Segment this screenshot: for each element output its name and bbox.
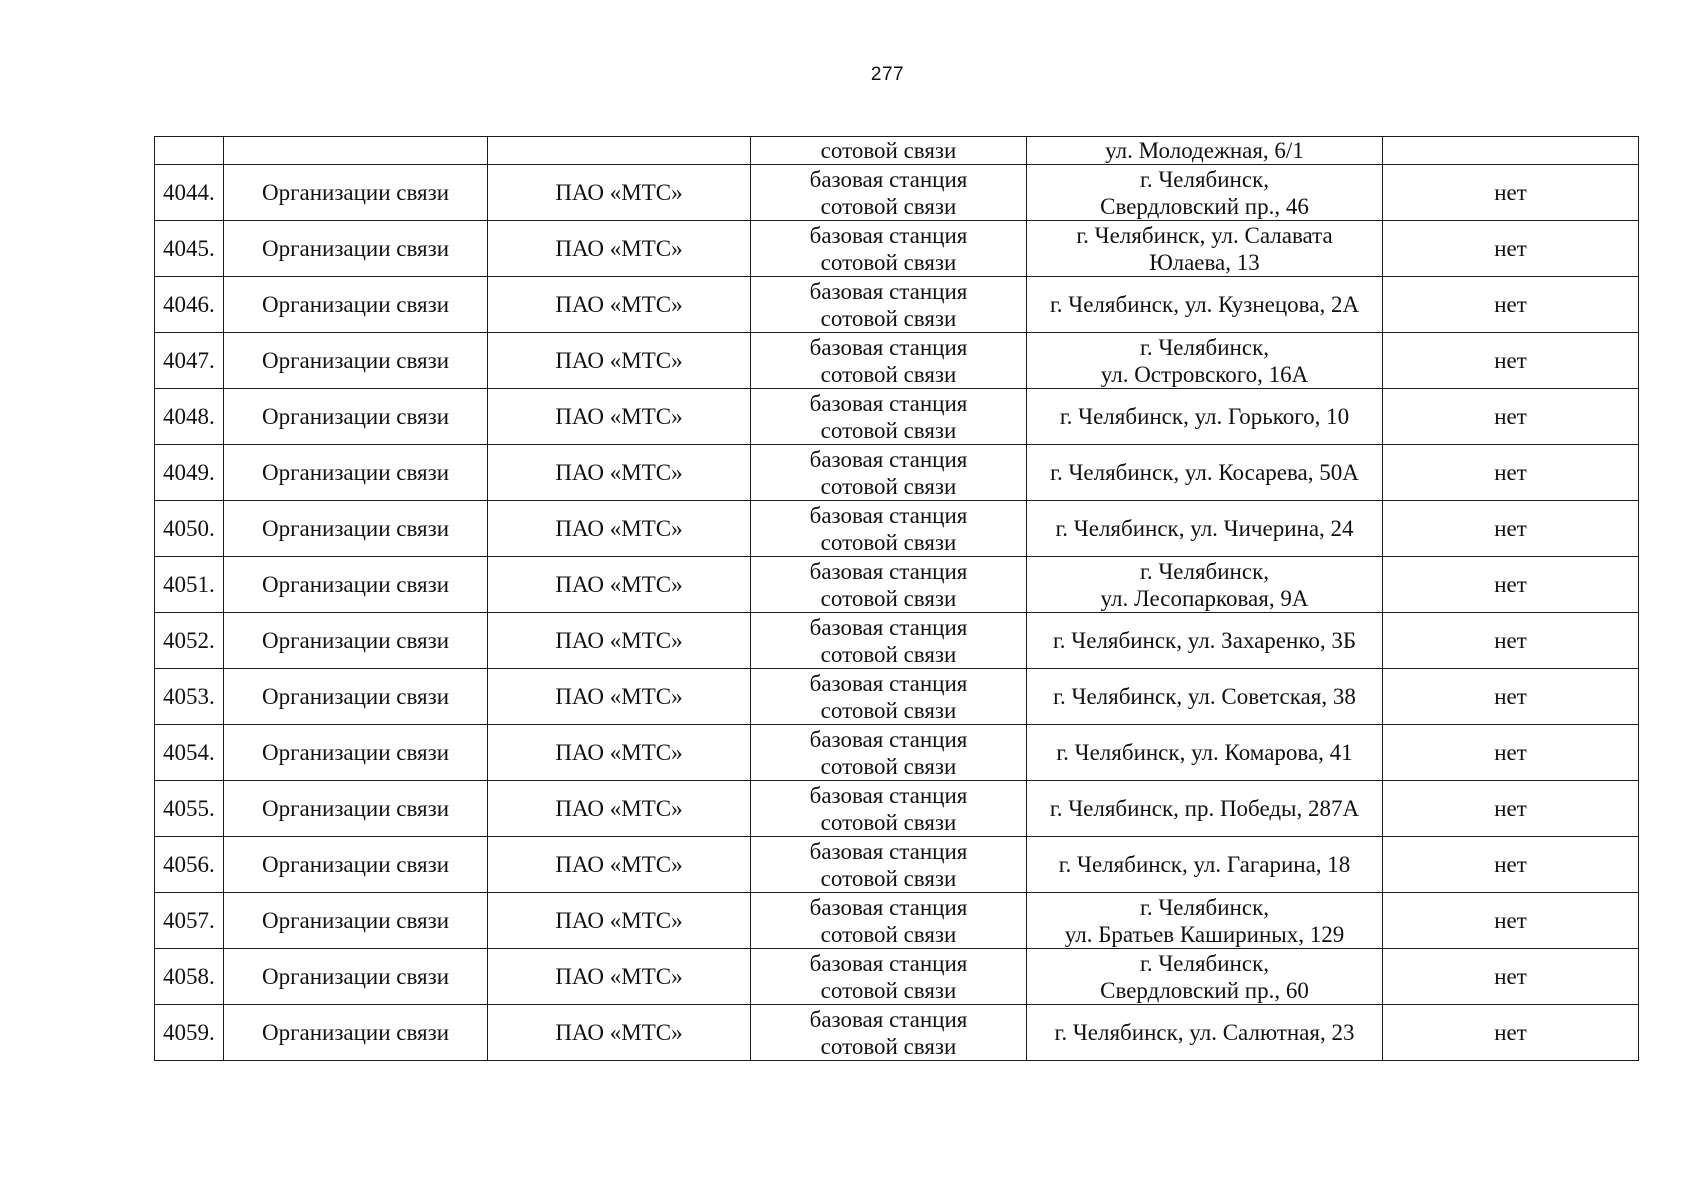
object-type-cell-line-2: сотовой связи: [820, 585, 957, 611]
row-number-cell: 4056.: [155, 837, 224, 893]
table-row: [155, 669, 1639, 725]
address-cell-line-1: г. Челябинск,: [1139, 334, 1269, 360]
object-type-cell: [751, 165, 1027, 221]
continuation-row: [155, 137, 1639, 165]
row-number-cell: 4046.: [155, 277, 224, 333]
object-type-cell-line-1: базовая станция: [809, 558, 968, 584]
object-type-cell-line-2: сотовой связи: [820, 977, 957, 1003]
category-cell: Организации связи: [224, 389, 488, 445]
organization-cell: ПАО «МТС»: [488, 501, 751, 557]
row-number-cell: 4058.: [155, 949, 224, 1005]
object-type-cell-line-2: сотовой связи: [820, 697, 957, 723]
row-number-cell: 4044.: [155, 165, 224, 221]
category-cell: Организации связи: [224, 949, 488, 1005]
status-cell: нет: [1383, 725, 1639, 781]
organization-cell: ПАО «МТС»: [488, 333, 751, 389]
table-row: [155, 557, 1639, 613]
category-cell: Организации связи: [224, 501, 488, 557]
category-cell: Организации связи: [224, 893, 488, 949]
address-cell-line-2: Свердловский пр., 60: [1100, 977, 1309, 1003]
object-type-cell: [751, 949, 1027, 1005]
row-number-cell: 4057.: [155, 893, 224, 949]
address-cell: [1027, 165, 1383, 221]
status-cell: нет: [1383, 669, 1639, 725]
object-type-cell-line-1: базовая станция: [809, 390, 968, 416]
object-type-cell: [751, 389, 1027, 445]
address-cell-line-1: г. Челябинск, ул. Кузнецова, 2А: [1049, 292, 1360, 317]
status-cell: нет: [1383, 389, 1639, 445]
address-cell: [1027, 725, 1383, 781]
object-type-cell-line-1: базовая станция: [809, 446, 968, 472]
row-number-cell: 4050.: [155, 501, 224, 557]
address-cell: [1027, 949, 1383, 1005]
status-cell: нет: [1383, 445, 1639, 501]
status-cell: нет: [1383, 277, 1639, 333]
organization-cell: ПАО «МТС»: [488, 277, 751, 333]
object-type-cell-line-1: базовая станция: [809, 278, 968, 304]
address-cell-line-2: Юлаева, 13: [1149, 249, 1260, 275]
object-type-cell: [751, 725, 1027, 781]
category-cell: Организации связи: [224, 781, 488, 837]
status-cell: нет: [1383, 949, 1639, 1005]
address-cell-line-1: г. Челябинск, ул. Косарева, 50А: [1050, 460, 1359, 485]
address-cell: [1027, 221, 1383, 277]
status-cell: нет: [1383, 1005, 1639, 1061]
category-cell: Организации связи: [224, 837, 488, 893]
address-cell: [1027, 445, 1383, 501]
organization-cell: ПАО «МТС»: [488, 613, 751, 669]
organization-cell: ПАО «МТС»: [488, 221, 751, 277]
row-number-cell: 4048.: [155, 389, 224, 445]
table-row: [155, 389, 1639, 445]
row-number-cell: 4052.: [155, 613, 224, 669]
status-cell: нет: [1383, 165, 1639, 221]
object-type-cell: [751, 277, 1027, 333]
object-type-cell: [751, 893, 1027, 949]
address-cell: [1027, 277, 1383, 333]
address-cell-line-1: г. Челябинск, ул. Чичерина, 24: [1055, 516, 1354, 541]
organization-cell: ПАО «МТС»: [488, 1005, 751, 1061]
row-number-cell: 4049.: [155, 445, 224, 501]
address-cell: [1027, 389, 1383, 445]
object-type-cell-line-2: сотовой связи: [820, 249, 957, 275]
organization-cell: ПАО «МТС»: [488, 389, 751, 445]
address-cell: [1027, 333, 1383, 389]
organization-cell: ПАО «МТС»: [488, 837, 751, 893]
category-cell: Организации связи: [224, 669, 488, 725]
object-type-cell-line-2: сотовой связи: [820, 361, 957, 387]
address-cell-line-1: г. Челябинск, ул. Горького, 10: [1059, 404, 1350, 429]
continuation-org-cell: [488, 137, 751, 165]
address-cell-line-2: ул. Островского, 16А: [1100, 361, 1309, 387]
object-type-cell: [751, 557, 1027, 613]
object-type-cell: [751, 501, 1027, 557]
address-cell: [1027, 893, 1383, 949]
status-cell: нет: [1383, 837, 1639, 893]
address-cell-line-2: ул. Братьев Кашириных, 129: [1064, 921, 1345, 947]
object-type-cell-line-2: сотовой связи: [820, 193, 957, 219]
category-cell: Организации связи: [224, 445, 488, 501]
row-number-cell: 4053.: [155, 669, 224, 725]
object-type-cell-line-2: сотовой связи: [820, 865, 957, 891]
row-number-cell: 4059.: [155, 1005, 224, 1061]
table-row: [155, 165, 1639, 221]
object-type-cell-line-2: сотовой связи: [820, 417, 957, 443]
table-row: [155, 221, 1639, 277]
object-type-cell: [751, 333, 1027, 389]
address-cell-line-1: г. Челябинск, ул. Комарова, 41: [1056, 740, 1353, 765]
address-cell-line-1: г. Челябинск, ул. Салютная, 23: [1054, 1020, 1355, 1045]
object-type-cell: [751, 781, 1027, 837]
address-cell-line-2: Свердловский пр., 46: [1100, 193, 1309, 219]
object-type-cell-line-2: сотовой связи: [820, 473, 957, 499]
row-number-cell: 4047.: [155, 333, 224, 389]
status-cell: нет: [1383, 613, 1639, 669]
address-cell-line-1: г. Челябинск,: [1139, 166, 1269, 192]
address-cell: [1027, 501, 1383, 557]
address-cell: [1027, 1005, 1383, 1061]
object-type-cell-line-2: сотовой связи: [820, 305, 957, 331]
address-cell-line-1: г. Челябинск,: [1139, 558, 1269, 584]
address-cell: [1027, 669, 1383, 725]
address-cell: [1027, 837, 1383, 893]
address-cell-line-1: г. Челябинск, ул. Гагарина, 18: [1058, 852, 1351, 877]
page-number: 277: [870, 64, 905, 85]
object-type-cell: [751, 613, 1027, 669]
address-cell-line-1: г. Челябинск,: [1139, 894, 1269, 920]
table-row: [155, 949, 1639, 1005]
table-row: [155, 1005, 1639, 1061]
object-type-cell: [751, 445, 1027, 501]
table-row: [155, 501, 1639, 557]
category-cell: Организации связи: [224, 1005, 488, 1061]
organization-cell: ПАО «МТС»: [488, 893, 751, 949]
row-number-cell: 4055.: [155, 781, 224, 837]
object-type-cell-line-1: базовая станция: [809, 782, 968, 808]
organization-cell: ПАО «МТС»: [488, 445, 751, 501]
continuation-category-cell: [224, 137, 488, 165]
table-row: [155, 277, 1639, 333]
object-type-cell-line-2: сотовой связи: [820, 921, 957, 947]
address-cell-line-1: г. Челябинск,: [1139, 950, 1269, 976]
object-type-cell-line-1: базовая станция: [809, 502, 968, 528]
organization-cell: ПАО «МТС»: [488, 949, 751, 1005]
object-type-cell-line-1: базовая станция: [809, 334, 968, 360]
address-cell: [1027, 781, 1383, 837]
object-type-cell-line-1: базовая станция: [809, 670, 968, 696]
table-row: [155, 893, 1639, 949]
status-cell: нет: [1383, 893, 1639, 949]
status-cell: нет: [1383, 333, 1639, 389]
address-cell-line-1: г. Челябинск, ул. Советская, 38: [1053, 684, 1356, 709]
object-type-cell-line-1: базовая станция: [809, 166, 968, 192]
category-cell: Организации связи: [224, 613, 488, 669]
table-row: [155, 837, 1639, 893]
status-cell: нет: [1383, 781, 1639, 837]
object-type-cell-line-1: базовая станция: [809, 894, 968, 920]
table-row: [155, 781, 1639, 837]
organization-cell: ПАО «МТС»: [488, 725, 751, 781]
category-cell: Организации связи: [224, 725, 488, 781]
registry-table-body: [155, 137, 1639, 1061]
registry-table: [154, 136, 1639, 1061]
address-cell-line-1: г. Челябинск, ул. Салавата: [1076, 222, 1333, 248]
address-cell: [1027, 613, 1383, 669]
table-row: [155, 333, 1639, 389]
object-type-cell: [751, 1005, 1027, 1061]
table-row: [155, 445, 1639, 501]
object-type-cell-line-1: базовая станция: [809, 838, 968, 864]
continuation-type-cell: сотовой связи: [751, 137, 1027, 165]
object-type-cell: [751, 669, 1027, 725]
row-number-cell: 4054.: [155, 725, 224, 781]
object-type-cell-line-1: базовая станция: [809, 726, 968, 752]
object-type-cell-line-1: базовая станция: [809, 222, 968, 248]
object-type-cell-line-2: сотовой связи: [820, 809, 957, 835]
status-cell: нет: [1383, 221, 1639, 277]
status-cell: нет: [1383, 557, 1639, 613]
continuation-address-cell: ул. Молодежная, 6/1: [1027, 137, 1383, 165]
row-number-cell: 4045.: [155, 221, 224, 277]
continuation-num-cell: [155, 137, 224, 165]
organization-cell: ПАО «МТС»: [488, 669, 751, 725]
status-cell: нет: [1383, 501, 1639, 557]
category-cell: Организации связи: [224, 333, 488, 389]
category-cell: Организации связи: [224, 165, 488, 221]
table-row: [155, 725, 1639, 781]
object-type-cell: [751, 221, 1027, 277]
category-cell: Организации связи: [224, 221, 488, 277]
object-type-cell-line-1: базовая станция: [809, 1006, 968, 1032]
object-type-cell-line-2: сотовой связи: [820, 753, 957, 779]
object-type-cell: [751, 837, 1027, 893]
object-type-cell-line-2: сотовой связи: [820, 641, 957, 667]
row-number-cell: 4051.: [155, 557, 224, 613]
object-type-cell-line-2: сотовой связи: [820, 1033, 957, 1059]
organization-cell: ПАО «МТС»: [488, 165, 751, 221]
address-cell-line-1: г. Челябинск, пр. Победы, 287А: [1049, 796, 1360, 821]
continuation-status-cell: [1383, 137, 1639, 165]
object-type-cell-line-1: базовая станция: [809, 614, 968, 640]
object-type-cell-line-2: сотовой связи: [820, 529, 957, 555]
category-cell: Организации связи: [224, 277, 488, 333]
address-cell-line-2: ул. Лесопарковая, 9А: [1100, 585, 1309, 611]
table-row: [155, 613, 1639, 669]
organization-cell: ПАО «МТС»: [488, 781, 751, 837]
organization-cell: ПАО «МТС»: [488, 557, 751, 613]
address-cell-line-1: г. Челябинск, ул. Захаренко, 3Б: [1052, 628, 1357, 653]
object-type-cell-line-1: базовая станция: [809, 950, 968, 976]
category-cell: Организации связи: [224, 557, 488, 613]
address-cell: [1027, 557, 1383, 613]
